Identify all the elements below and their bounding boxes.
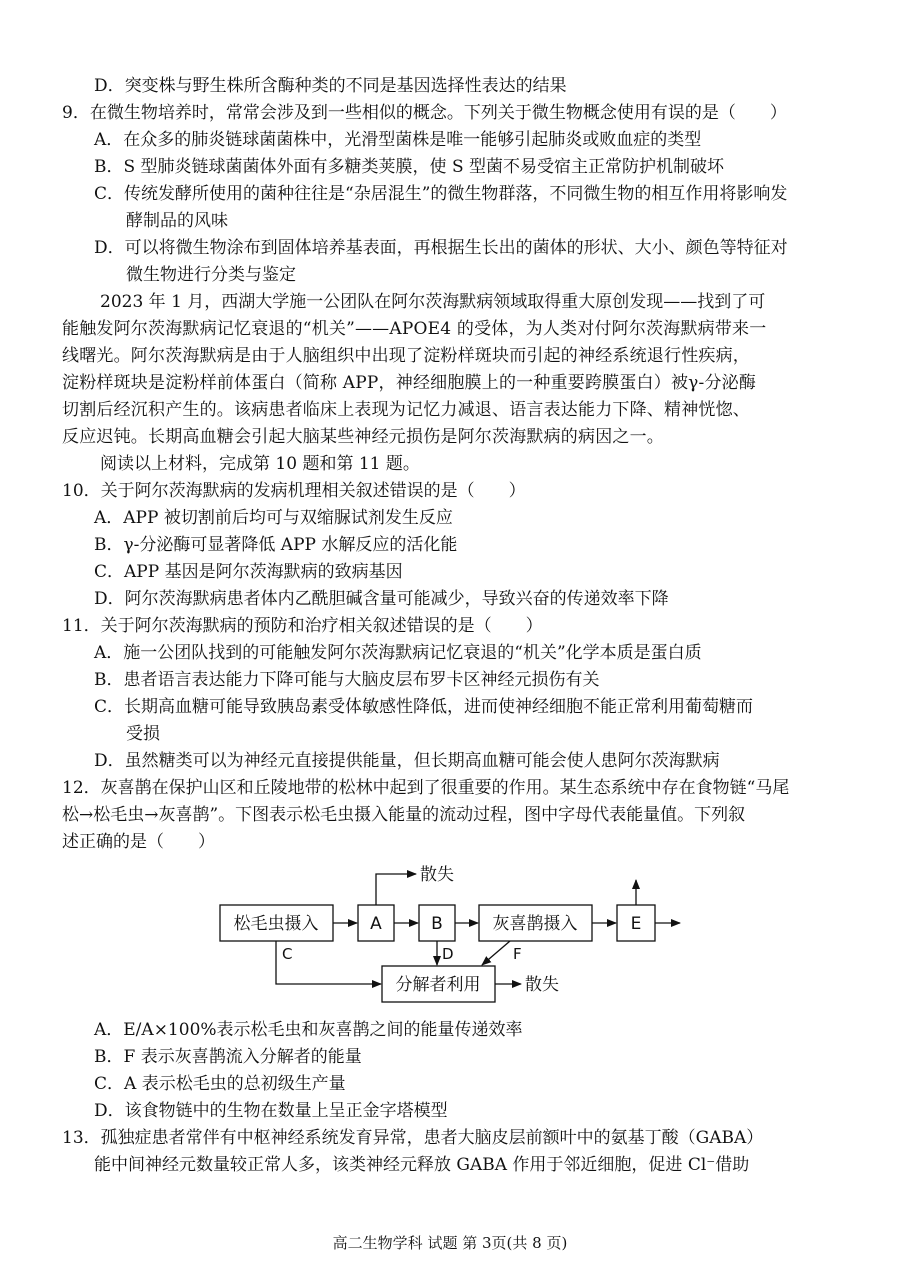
q12-stem-2: 松→松毛虫→灰喜鹊”。下图表示松毛虫摄入能量的流动过程，图中字母代表能量值。下列叙 — [62, 805, 746, 825]
q9-option-b: B．S 型肺炎链球菌菌体外面有多糖类荚膜，使 S 型菌不易受宿主正常防护机制破坏 — [94, 157, 724, 177]
q9-option-a: A．在众多的肺炎链球菌菌株中，光滑型菌株是唯一能够引起肺炎或败血症的类型 — [94, 130, 702, 150]
page-footer: 高二生物学科 试题 第 3页(共 8 页) — [332, 1234, 568, 1252]
passage-line-5: 切割后经沉积产生的。该病患者临床上表现为记忆力减退、语言表达能力下降、精神恍惚、 — [62, 400, 750, 420]
q11-option-b: B．患者语言表达能力下降可能与大脑皮层布罗卡区神经元损伤有关 — [94, 670, 600, 690]
q9-option-d: D．可以将微生物涂布到固体培养基表面，再根据生长出的菌体的形状、大小、颜色等特征对 — [94, 238, 788, 258]
label-loss-top: 散失 — [420, 865, 454, 885]
q12-option-b: B．F 表示灰喜鹊流入分解者的能量 — [94, 1047, 362, 1067]
label-f: F — [513, 945, 522, 963]
passage-instruction: 阅读以上材料，完成第 10 题和第 11 题。 — [100, 454, 420, 474]
label-pine-caterpillar-intake: 松毛虫摄入 — [233, 914, 319, 934]
q10-stem: 10．关于阿尔茨海默病的发病机理相关叙述错误的是（ ） — [62, 481, 526, 501]
q11-option-c-cont: 受损 — [126, 724, 160, 744]
q12-option-a: A．E/A×100%表示松毛虫和灰喜鹊之间的能量传递效率 — [94, 1020, 523, 1040]
q12-option-d: D．该食物链中的生物在数量上呈正金字塔模型 — [94, 1101, 448, 1121]
q13-stem-1: 13．孤独症患者常伴有中枢神经系统发育异常，患者大脑皮层前额叶中的氨基丁酸（GABA） — [62, 1128, 764, 1148]
q13-stem-2: 能中间神经元数量较正常人多，该类神经元释放 GABA 作用于邻近细胞，促进 Cl⁻借助 — [94, 1155, 750, 1175]
q9-option-c-cont: 酵制品的风味 — [126, 211, 228, 231]
passage-line-6: 反应迟钝。长期高血糖会引起大脑某些神经元损伤是阿尔茨海默病的病因之一。 — [62, 427, 664, 447]
q10-option-d: D．阿尔茨海默病患者体内乙酰胆碱含量可能减少，导致兴奋的传递效率下降 — [94, 589, 669, 609]
label-a: A — [370, 914, 382, 934]
energy-flow-diagram — [210, 858, 690, 1013]
label-jay-intake: 灰喜鹊摄入 — [492, 914, 578, 934]
q11-option-d: D．虽然糖类可以为神经元直接提供能量，但长期高血糖可能会使人患阿尔茨海默病 — [94, 751, 720, 771]
q9-stem: 9．在微生物培养时，常常会涉及到一些相似的概念。下列关于微生物概念使用有误的是（ ） — [62, 103, 787, 123]
passage-line-3: 线曙光。阿尔茨海默病是由于人脑组织中出现了淀粉样斑块而引起的神经系统退行性疾病， — [62, 346, 750, 366]
label-b: B — [431, 914, 443, 934]
q10-option-b: B．γ-分泌酶可显著降低 APP 水解反应的活化能 — [94, 535, 458, 555]
passage-line-1: 2023 年 1 月，西湖大学施一公团队在阿尔茨海默病领域取得重大原创发现——找到了可 — [100, 292, 766, 312]
q11-option-a: A．施一公团队找到的可能触发阿尔茨海默病记忆衰退的“机关”化学本质是蛋白质 — [94, 643, 702, 663]
q10-option-a: A．APP 被切割前后均可与双缩脲试剂发生反应 — [94, 508, 453, 528]
passage-line-4: 淀粉样斑块是淀粉样前体蛋白（简称 APP，神经细胞膜上的一种重要跨膜蛋白）被γ-分泌酶 — [62, 373, 757, 393]
label-e: E — [630, 914, 642, 934]
label-loss-bottom: 散失 — [525, 975, 559, 995]
q11-option-c: C．长期高血糖可能导致胰岛素受体敏感性降低，进而使神经细胞不能正常利用葡萄糖而 — [94, 697, 754, 717]
q12-stem-3: 述正确的是（ ） — [62, 832, 215, 852]
q10-option-c: C．APP 基因是阿尔茨海默病的致病基因 — [94, 562, 403, 582]
label-d: D — [442, 945, 454, 963]
q12-option-c: C．A 表示松毛虫的总初级生产量 — [94, 1074, 346, 1094]
q11-stem: 11．关于阿尔茨海默病的预防和治疗相关叙述错误的是（ ） — [62, 616, 543, 636]
passage-line-2: 能触发阿尔茨海默病记忆衰退的“机关”——APOE4 的受体，为人类对付阿尔茨海默病带来一 — [62, 319, 767, 339]
q9-option-d-cont: 微生物进行分类与鉴定 — [126, 265, 296, 285]
label-decomposer: 分解者利用 — [395, 975, 481, 995]
label-c: C — [282, 945, 293, 963]
q12-stem-1: 12．灰喜鹊在保护山区和丘陵地带的松林中起到了很重要的作用。某生态系统中存在食物链“马尾 — [62, 778, 790, 798]
q9-option-c: C．传统发酵所使用的菌种往往是“杂居混生”的微生物群落，不同微生物的相互作用将影响发 — [94, 184, 788, 204]
q8-option-d: D．突变株与野生株所含酶种类的不同是基因选择性表达的结果 — [94, 76, 567, 96]
